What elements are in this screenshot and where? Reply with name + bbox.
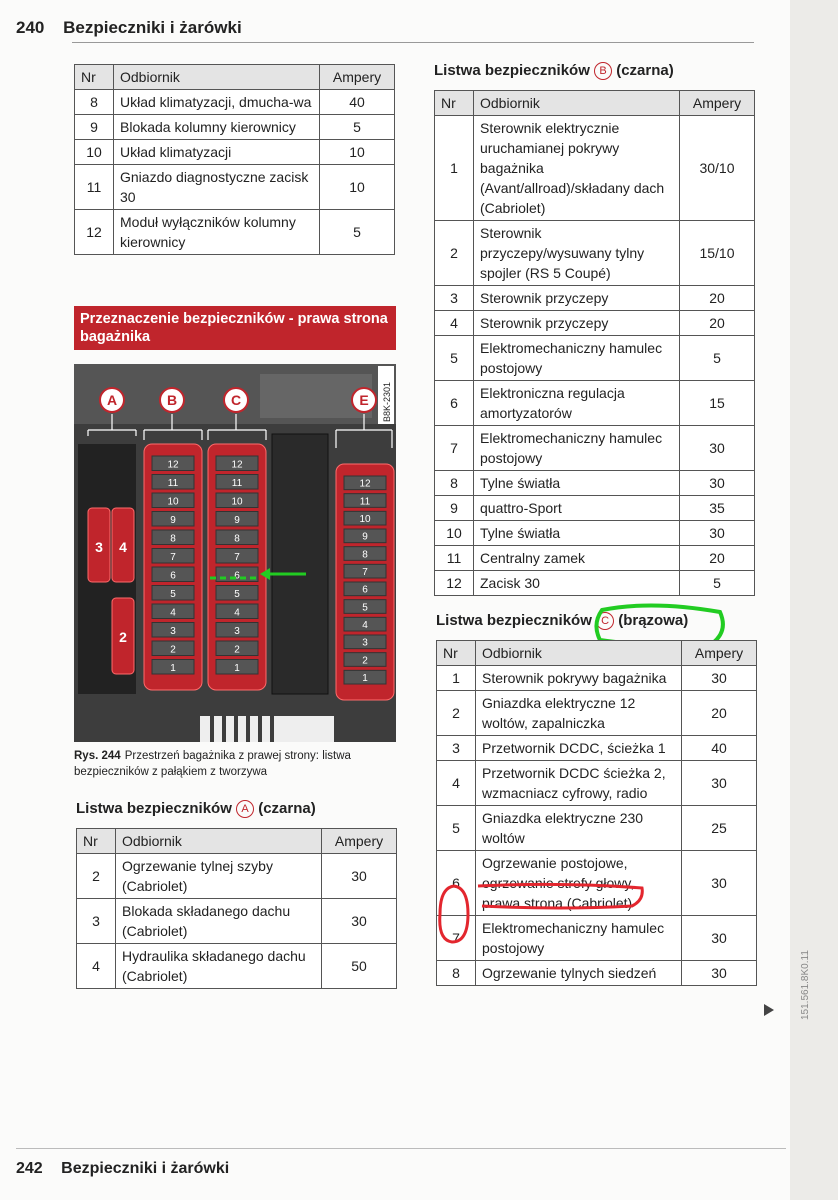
strip-b-fuse-7: 7	[170, 552, 176, 563]
cell-nr: 10	[75, 140, 114, 165]
cell-ampery: 30	[682, 666, 757, 691]
page-footer	[16, 1160, 229, 1178]
strip-c-fuse-4: 4	[234, 607, 240, 619]
col-ampery: Ampery	[682, 641, 757, 666]
cell-nr: 2	[437, 691, 476, 736]
cell-odbiornik: Ogrzewanie tylnych siedzeń	[476, 961, 682, 986]
strip-e-fuse-7: 7	[362, 567, 368, 578]
strip-e-fuse-10: 10	[359, 514, 371, 525]
red-underline-annotation	[472, 880, 652, 916]
cell-odbiornik: Moduł wyłączników kolumny kierownicy	[114, 210, 320, 255]
cell-nr: 7	[435, 426, 474, 471]
cell-nr: 7	[437, 916, 476, 961]
section-c-suffix: (brązowa)	[618, 612, 689, 629]
col-nr: Nr	[77, 829, 116, 854]
strip-b-fuse-10: 10	[167, 496, 179, 508]
strip-b-fuse-8: 8	[170, 533, 176, 545]
cell-odbiornik: Elektroniczna regulacja amortyzatorów	[474, 381, 680, 426]
header-title: Bezpieczniki i żarówki	[63, 18, 242, 37]
cell-ampery: 35	[680, 496, 755, 521]
fuse-table-a	[76, 828, 397, 989]
strip-c-fuse-3: 3	[234, 626, 240, 637]
section-b-suffix: (czarna)	[616, 62, 674, 79]
cell-odbiornik: Przetwornik DCDC, ścieżka 1	[476, 736, 682, 761]
header-rule	[72, 42, 754, 43]
caption-text: Przestrzeń bagażnika z prawej strony: listwa bezpieczników z pałąkiem z tworzywa	[74, 750, 351, 778]
col-nr: Nr	[437, 641, 476, 666]
cell-nr: 2	[435, 221, 474, 286]
caption-label: Rys. 244	[74, 750, 121, 762]
col-odbiornik: Odbiornik	[114, 65, 320, 90]
section-c-letter: C	[596, 612, 614, 630]
cell-odbiornik: Ogrzewanie postojowe, ogrzewanie strefy głowy, prawa strona (Cabriolet)	[476, 851, 682, 916]
strip-c	[208, 444, 266, 690]
cell-odbiornik: Blokada składanego dachu (Cabriolet)	[116, 899, 322, 944]
cell-ampery: 20	[680, 311, 755, 336]
table-row	[435, 336, 755, 381]
page-header	[16, 18, 242, 38]
cell-nr: 1	[437, 666, 476, 691]
cell-ampery: 40	[682, 736, 757, 761]
table-row	[435, 381, 755, 426]
cell-ampery: 30	[682, 916, 757, 961]
cell-nr: 4	[437, 761, 476, 806]
strip-c-fuse-2: 2	[234, 644, 240, 656]
strip-b-fuse-2: 2	[170, 644, 176, 656]
strip-e-fuse-5: 5	[362, 602, 368, 614]
cell-odbiornik: Sterownik przyczepy/wysuwany tylny spojler (RS 5 Coupé)	[474, 221, 680, 286]
section-b-prefix: Listwa bezpieczników	[434, 62, 590, 79]
strip-c-fuse-6: 6	[234, 570, 240, 582]
table-row	[435, 116, 755, 221]
cell-nr: 10	[435, 521, 474, 546]
strip-e-fuse-3: 3	[362, 637, 368, 649]
cell-nr: 2	[77, 854, 116, 899]
col-ampery: Ampery	[320, 65, 395, 90]
strip-e-fuse-12: 12	[359, 478, 371, 490]
cell-odbiornik: Hydraulika składanego dachu (Cabriolet)	[116, 944, 322, 989]
cell-nr: 12	[435, 571, 474, 596]
cell-nr: 11	[75, 165, 114, 210]
section-a-heading	[76, 800, 316, 818]
table-row	[435, 496, 755, 521]
cell-ampery: 30/10	[680, 116, 755, 221]
cell-odbiornik: Układ klimatyzacji, dmucha-wa	[114, 90, 320, 115]
strip-e-fuse-9: 9	[362, 531, 368, 543]
table-row	[435, 471, 755, 496]
cell-nr: 5	[435, 336, 474, 381]
cell-nr: 8	[437, 961, 476, 986]
cell-odbiornik: Blokada kolumny kierownicy	[114, 115, 320, 140]
cell-nr: 8	[75, 90, 114, 115]
strip-b-fuse-3: 3	[170, 626, 176, 637]
strip-b-fuse-11: 11	[167, 478, 179, 489]
cell-nr: 3	[437, 736, 476, 761]
cell-nr: 9	[75, 115, 114, 140]
section-heading-red: Przeznaczenie bezpieczników - prawa strona bagażnika	[74, 306, 396, 350]
fig-label-B: B	[166, 392, 178, 408]
page-edge	[790, 0, 838, 1200]
cell-nr: 3	[435, 286, 474, 311]
cell-ampery: 15/10	[680, 221, 755, 286]
table-row	[75, 165, 395, 210]
strip-b-fuse-5: 5	[170, 589, 176, 600]
section-b-letter: B	[594, 62, 612, 80]
cell-ampery: 5	[320, 210, 395, 255]
table-row	[75, 90, 395, 115]
strip-b-fuse-4: 4	[170, 607, 176, 619]
cell-odbiornik: Tylne światła	[474, 521, 680, 546]
cell-ampery: 30	[682, 761, 757, 806]
table-row	[437, 761, 757, 806]
strip-e-fuse-4: 4	[362, 620, 368, 631]
cell-odbiornik: Tylne światła	[474, 471, 680, 496]
col-ampery: Ampery	[680, 91, 755, 116]
table-row	[75, 140, 395, 165]
cell-odbiornik: Centralny zamek	[474, 546, 680, 571]
table-row	[77, 899, 397, 944]
strip-c-fuse-10: 10	[231, 496, 243, 508]
col-odbiornik: Odbiornik	[474, 91, 680, 116]
table-row	[435, 426, 755, 471]
table-row	[75, 210, 395, 255]
table-row	[437, 736, 757, 761]
cell-ampery: 40	[320, 90, 395, 115]
fuse-table-b	[434, 90, 755, 596]
table-row	[437, 666, 757, 691]
header-page-number: 240	[16, 18, 45, 37]
cell-nr: 6	[435, 381, 474, 426]
cell-ampery: 5	[680, 336, 755, 381]
fuse-table-c	[436, 640, 757, 986]
cell-nr: 6	[437, 851, 476, 916]
table-row	[75, 115, 395, 140]
cell-ampery: 30	[680, 471, 755, 496]
cell-odbiornik: Gniazdo diagnostyczne zacisk 30	[114, 165, 320, 210]
cell-ampery: 15	[680, 381, 755, 426]
fuse-a-3: 3	[95, 539, 103, 555]
cell-nr: 4	[435, 311, 474, 336]
cell-nr: 8	[435, 471, 474, 496]
strip-c-fuse-11: 11	[231, 478, 243, 489]
fuse-box-figure	[74, 364, 396, 742]
cell-odbiornik: Elektromechaniczny hamulec postojowy	[474, 336, 680, 381]
fuse-box-illustration	[74, 364, 396, 742]
cell-odbiornik: Sterownik przyczepy	[474, 311, 680, 336]
cell-nr: 9	[435, 496, 474, 521]
table-row	[435, 521, 755, 546]
cell-nr: 12	[75, 210, 114, 255]
cell-ampery: 20	[680, 546, 755, 571]
strip-b-fuse-6: 6	[170, 570, 176, 582]
section-a-prefix: Listwa bezpieczników	[76, 800, 232, 817]
strip-c-fuse-9: 9	[234, 515, 240, 526]
strip-e-fuse-2: 2	[362, 655, 368, 667]
section-b-heading	[434, 62, 674, 80]
strip-c-fuse-1: 1	[234, 663, 240, 674]
cell-nr: 4	[77, 944, 116, 989]
fuse-a-4: 4	[119, 539, 127, 555]
table-row	[435, 311, 755, 336]
cell-odbiornik: Przetwornik DCDC ścieżka 2, wzmacniacz cyfrowy, radio	[476, 761, 682, 806]
footer-page-number: 242	[16, 1160, 43, 1177]
strip-b-fuse-12: 12	[167, 459, 179, 471]
cell-odbiornik: Sterownik elektrycznie uruchamianej pokrywy bagażnika (Avant/allroad)/składany dach (Cabriolet)	[474, 116, 680, 221]
table-row	[435, 546, 755, 571]
strip-b-fuse-1: 1	[170, 663, 176, 674]
col-odbiornik: Odbiornik	[116, 829, 322, 854]
table-row	[77, 854, 397, 899]
col-ampery: Ampery	[322, 829, 397, 854]
cell-ampery: 20	[680, 286, 755, 311]
cell-nr: 1	[435, 116, 474, 221]
cell-odbiornik: quattro-Sport	[474, 496, 680, 521]
cell-odbiornik: Elektromechaniczny hamulec postojowy	[476, 916, 682, 961]
cell-ampery: 10	[320, 165, 395, 210]
fig-label-C: C	[230, 392, 242, 408]
table-row	[435, 286, 755, 311]
cell-ampery: 30	[682, 851, 757, 916]
strip-e-fuse-11: 11	[359, 496, 371, 508]
strip-c-fuse-8: 8	[234, 533, 240, 545]
cell-odbiornik: Ogrzewanie tylnej szyby (Cabriolet)	[116, 854, 322, 899]
cell-ampery: 20	[682, 691, 757, 736]
strip-e-fuse-1: 1	[362, 673, 368, 684]
footer-title: Bezpieczniki i żarówki	[61, 1160, 230, 1177]
red-circle-annotation	[434, 880, 474, 950]
strip-e-fuse-6: 6	[362, 584, 368, 596]
cell-ampery: 25	[682, 806, 757, 851]
strip-c-fuse-7: 7	[234, 552, 240, 563]
table-row	[77, 944, 397, 989]
table-row	[437, 961, 757, 986]
cell-nr: 11	[435, 546, 474, 571]
strip-b-fuse-9: 9	[170, 515, 176, 526]
cell-odbiornik: Sterownik przyczepy	[474, 286, 680, 311]
cell-ampery: 5	[320, 115, 395, 140]
fuse-table-continued	[74, 64, 395, 255]
cell-ampery: 30	[680, 521, 755, 546]
cell-ampery: 50	[322, 944, 397, 989]
continue-arrow-icon	[764, 1004, 774, 1016]
figure-code: B8K-2301	[382, 381, 392, 422]
section-a-suffix: (czarna)	[258, 800, 316, 817]
fuse-a-2: 2	[119, 629, 127, 645]
table-row	[437, 806, 757, 851]
table-row	[435, 571, 755, 596]
cell-ampery: 30	[322, 854, 397, 899]
cell-ampery: 5	[680, 571, 755, 596]
col-odbiornik: Odbiornik	[476, 641, 682, 666]
side-code: 151.561.8K0.11	[800, 950, 811, 1020]
strip-e-fuse-8: 8	[362, 549, 368, 561]
strip-c-fuse-12: 12	[231, 459, 243, 471]
cell-odbiornik: Sterownik pokrywy bagażnika	[476, 666, 682, 691]
section-c-prefix: Listwa bezpieczników	[436, 612, 592, 629]
strip-b	[144, 444, 202, 690]
cell-ampery: 30	[682, 961, 757, 986]
fig-label-A: A	[106, 392, 118, 408]
fig-label-E: E	[359, 392, 369, 408]
cell-odbiornik: Zacisk 30	[474, 571, 680, 596]
cell-ampery: 10	[320, 140, 395, 165]
cell-odbiornik: Układ klimatyzacji	[114, 140, 320, 165]
cell-ampery: 30	[680, 426, 755, 471]
cell-nr: 3	[77, 899, 116, 944]
table-row	[437, 916, 757, 961]
table-row	[435, 221, 755, 286]
cell-odbiornik: Elektromechaniczny hamulec postojowy	[474, 426, 680, 471]
cell-odbiornik: Gniazdka elektryczne 230 woltów	[476, 806, 682, 851]
col-nr: Nr	[75, 65, 114, 90]
section-a-letter: A	[236, 800, 254, 818]
cell-odbiornik: Gniazdka elektryczne 12 woltów, zapalniczka	[476, 691, 682, 736]
figure-caption	[74, 748, 396, 780]
strip-c-fuse-5: 5	[234, 589, 240, 600]
cell-nr: 5	[437, 806, 476, 851]
strip-e	[336, 464, 394, 700]
table-row	[437, 691, 757, 736]
col-nr: Nr	[435, 91, 474, 116]
footer-rule	[16, 1148, 786, 1149]
cell-ampery: 30	[322, 899, 397, 944]
